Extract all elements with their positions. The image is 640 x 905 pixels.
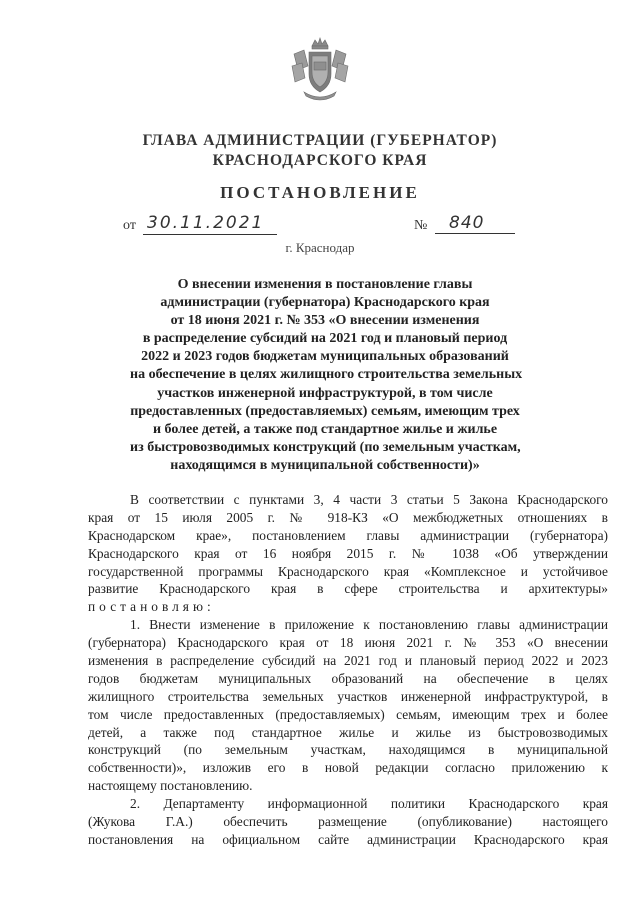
number-prefix: № [414, 218, 428, 233]
title-line: предоставленных (предоставляемых) семьям, имеющим трех [130, 403, 520, 419]
body-line: настоящему постановлению. [88, 778, 253, 794]
date-prefix: от [123, 218, 136, 233]
body-line: детей, а также под стандартное жилье и жилье из быстровозводимых [88, 724, 608, 740]
body-line: государственной программы Краснодарского края «Комплексное и устойчивое [88, 563, 608, 579]
title-line: 2022 и 2023 годов бюджетам муниципальных образований [141, 349, 509, 365]
body-line: края от 15 июля 2005 г. № 918-КЗ «О межбюджетных отношениях в [88, 509, 608, 525]
authority-line-2: КРАСНОДАРСКОГО КРАЯ [212, 152, 428, 169]
document-title [130, 276, 523, 475]
title-line: О внесении изменения в постановление главы [177, 277, 473, 292]
title-line: на обеспечение в целях жилищного строительства земельных [130, 367, 523, 383]
title-line: участков инженерной инфраструктурой, в том числе [157, 385, 493, 401]
body-line: жилищного строительства земельных участков инженерной инфраструктурой, в [88, 688, 608, 704]
document-type: ПОСТАНОВЛЕНИЕ [220, 183, 420, 202]
document-date: 30.11.2021 [143, 212, 277, 235]
body-line: изменения в распределение субсидий на 2021 год и плановый период 2022 и 2023 [88, 653, 608, 669]
body-line: постановления на официальном сайте администрации Краснодарского края [88, 831, 608, 847]
title-line: администрации (губернатора) Краснодарского края [160, 295, 490, 311]
body-line: 2. Департаменту информационной политики Краснодарского края [130, 796, 608, 812]
body-line: годов бюджетам муниципальных образований на обеспечение в целях [88, 670, 608, 686]
title-line: и более детей, а также под стандартное жилье и жилье [152, 421, 498, 437]
title-line: находящимся в муниципальной собственности)» [170, 457, 480, 473]
body-line: (губернатора) Краснодарского края от 18 июня 2021 г. № 353 «О внесении [88, 635, 608, 651]
title-line: из быстровозводимых конструкций (по земельным участкам, [130, 439, 521, 455]
title-line: в распределение субсидий на 2021 год и плановый период [142, 331, 508, 347]
body-line: Краснодарском крае», постановлением главы администрации (губернатора) [88, 527, 608, 543]
body-line: том числе предоставленных (предоставляемых) семьям, имеющим трех и более [88, 706, 608, 722]
body-line: Краснодарского края от 16 ноября 2015 г. № 1038 «Об утверждении [88, 545, 608, 561]
title-line: от 18 июня 2021 г. № 353 «О внесении изменения [170, 313, 480, 329]
body-line: В соответствии с пунктами 3, 4 части 3 статьи 5 Закона Краснодарского [130, 492, 608, 507]
body-line: постановляю: [88, 599, 215, 615]
coat-of-arms-icon [290, 36, 350, 102]
city-label: г. Краснодар [285, 240, 355, 255]
body-line: собственности)», изложив его в новой редакции согласно приложению к [88, 760, 608, 776]
body-line: конструкций (по земельным участкам, находящимся в муниципальной [88, 742, 608, 758]
document-body [88, 491, 608, 849]
body-line: развитие Краснодарского края в сфере строительства и архитектуры» [88, 581, 608, 597]
authority-line-1: ГЛАВА АДМИНИСТРАЦИИ (ГУБЕРНАТОР) [142, 132, 498, 149]
body-line: (Жукова Г.А.) обеспечить размещение (опубликование) настоящего [88, 814, 608, 830]
body-line: 1. Внести изменение в приложение к постановлению главы администрации [130, 617, 608, 633]
document-number: 840 [435, 212, 515, 234]
